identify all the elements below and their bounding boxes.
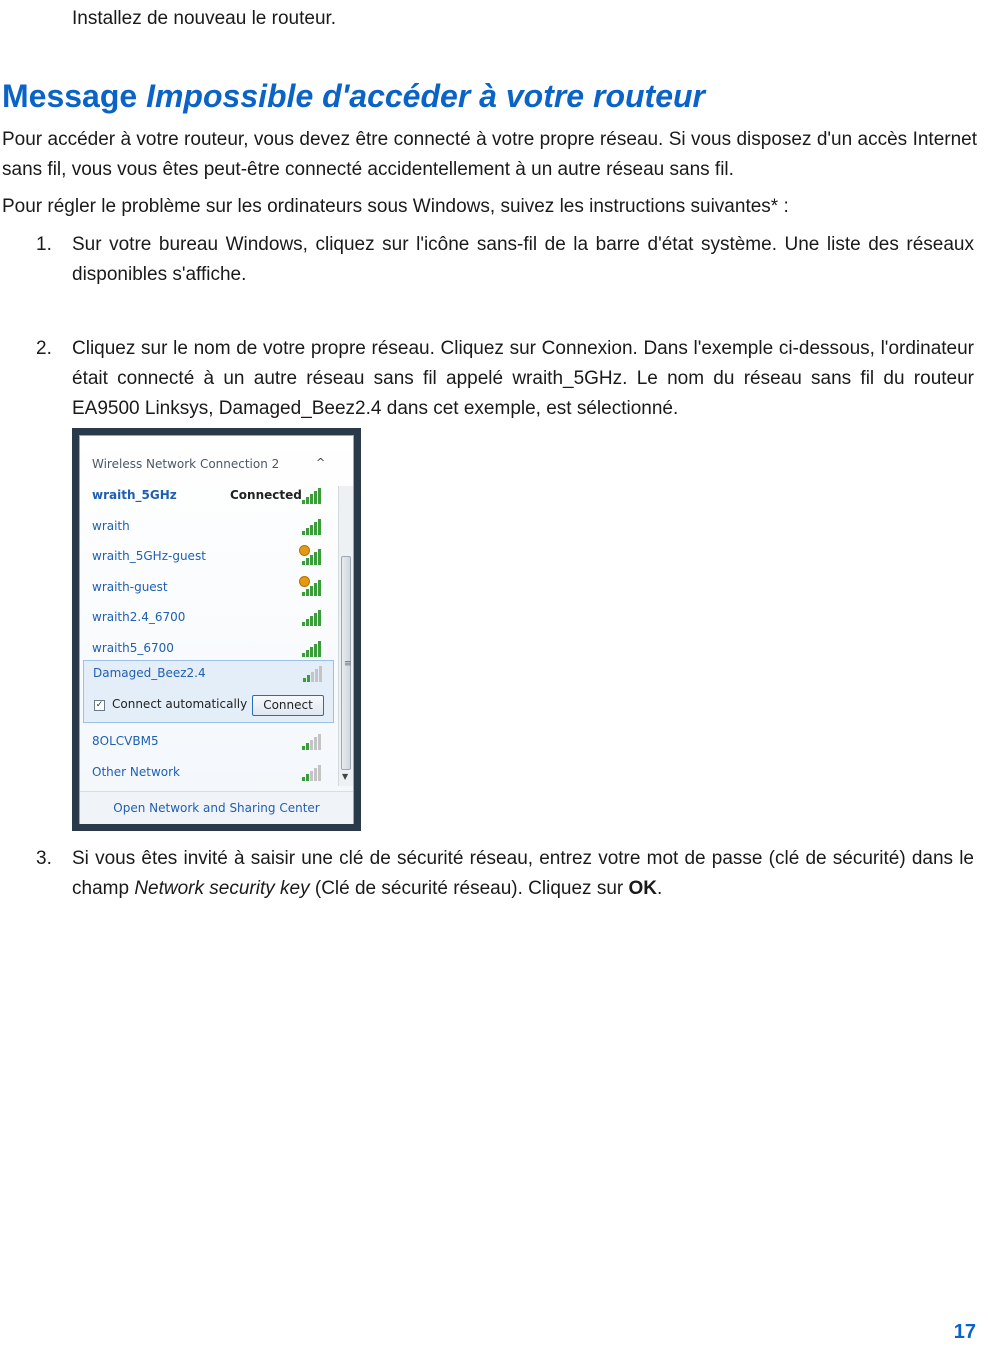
signal-strength-icon	[302, 517, 324, 535]
network-item[interactable]	[80, 482, 334, 512]
signal-strength-icon	[303, 664, 325, 682]
network-item[interactable]	[80, 513, 334, 543]
heading-prefix: Message	[2, 78, 147, 114]
scroll-down-icon[interactable]: ▼	[342, 772, 349, 781]
network-name: wraith	[92, 519, 130, 533]
network-name: wraith_5GHz-guest	[92, 549, 206, 563]
network-name: wraith2.4_6700	[92, 610, 186, 624]
paragraph-explanation: Pour accéder à votre routeur, vous devez être connecté à votre propre réseau. Si vous disposez d'un accès Internet sans fil, vous vous êtes peut-être connecté accidentellement à un autre réseau sans fil.	[2, 129, 977, 180]
step-text: Cliquez sur le nom de votre propre réseau. Cliquez sur Connexion. Dans l'exemple ci-dessous, l'ordinateur était connecté à un autre réseau sans fil appelé wraith_5GHz. Le nom du réseau sans fil du routeur EA9500 Linksys, Damaged_Beez2.4 dans cet exemple, est sélectionné.	[72, 338, 974, 419]
scrollbar-thumb[interactable]	[341, 556, 351, 770]
signal-strength-icon	[302, 763, 324, 781]
connect-button[interactable]: Connect	[252, 695, 324, 716]
network-name: 8OLCVBM5	[92, 734, 159, 748]
wireless-network-popup	[72, 428, 361, 831]
security-warning-icon	[299, 545, 310, 556]
network-item[interactable]	[80, 728, 334, 758]
network-item[interactable]	[80, 604, 334, 634]
connect-automatically-checkbox[interactable]: ✓	[95, 700, 104, 710]
network-item[interactable]	[80, 759, 334, 789]
step-text-part: Si vous êtes invité à saisir une clé de sécurité réseau, entrez votre mot de passe (clé de sécurité) dans le champ	[72, 848, 974, 899]
step-number: 3.	[36, 848, 52, 869]
signal-strength-icon	[302, 732, 324, 750]
network-name: Damaged_Beez2.4	[93, 666, 206, 680]
wireless-network-list	[79, 435, 354, 824]
step-text: Sur votre bureau Windows, cliquez sur l'icône sans-fil de la barre d'état système. Une liste des réseaux disponibles s'affiche.	[72, 234, 974, 285]
section-heading	[2, 76, 705, 116]
connect-automatically-label: Connect automatically	[112, 697, 248, 711]
network-name: wraith_5GHz	[92, 488, 177, 502]
network-name: wraith5_6700	[92, 641, 174, 655]
field-name-italic: Network security key	[134, 878, 310, 899]
security-warning-icon	[299, 576, 310, 587]
step-number: 2.	[36, 338, 52, 359]
step-number: 1.	[36, 234, 52, 255]
network-name: wraith-guest	[92, 580, 168, 594]
connection-status: Connected	[230, 488, 302, 502]
signal-strength-icon	[302, 608, 324, 626]
paragraph-instructions: Pour régler le problème sur les ordinateurs sous Windows, suivez les instructions suivantes* :	[2, 196, 789, 217]
heading-emphasis: Impossible d'accéder à votre routeur	[146, 78, 705, 114]
signal-strength-icon	[302, 486, 324, 504]
selected-network[interactable]	[83, 660, 334, 723]
wifi-footer	[80, 791, 353, 824]
page-number: 17	[953, 1321, 976, 1343]
grip-icon: ≡	[344, 659, 352, 669]
network-item[interactable]	[80, 543, 334, 573]
open-network-sharing-center-link[interactable]: Open Network and Sharing Center	[113, 801, 320, 815]
wireless-connection-header: Wireless Network Connection 2	[92, 457, 280, 471]
network-item[interactable]	[80, 574, 334, 604]
step-text-part: (Clé de sécurité réseau). Cliquez sur	[309, 878, 629, 899]
step-text-part: .	[657, 878, 663, 899]
network-list-scrollbar[interactable]	[338, 486, 353, 786]
network-name: Other Network	[92, 765, 180, 779]
signal-strength-icon	[302, 639, 324, 657]
chevron-up-icon[interactable]: ^	[316, 456, 326, 469]
ok-bold: OK	[628, 878, 658, 899]
intro-text: Installez de nouveau le routeur.	[72, 8, 337, 29]
step-text	[72, 844, 974, 904]
